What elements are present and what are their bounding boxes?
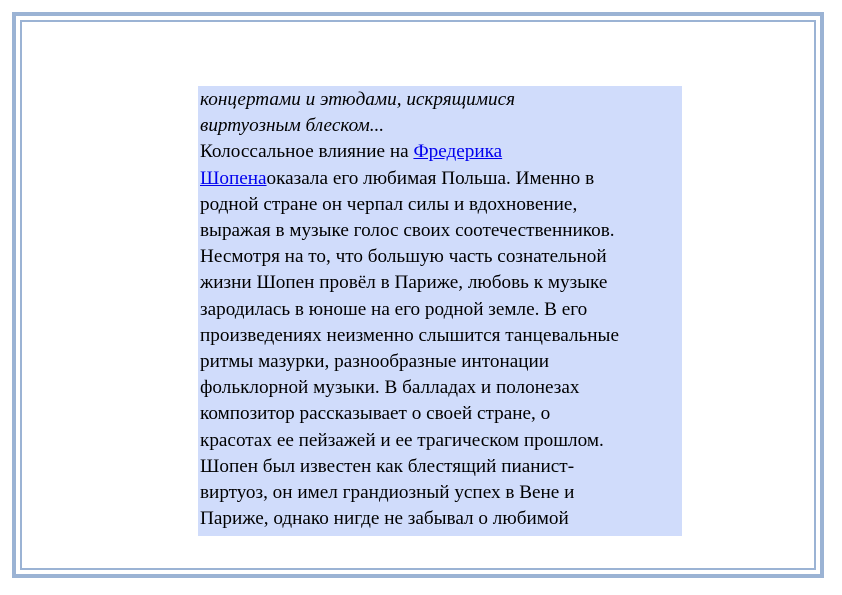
paragraph-line-3: родной стране он черпал силы и вдохновение, <box>200 193 578 215</box>
paragraph-line-11: композитор рассказывает о своей стране, о <box>200 403 551 425</box>
paragraph-line-12: красотах ее пейзажей и ее трагическом прошлом. <box>200 429 604 451</box>
paragraph-line-5: Несмотря на то, что большую часть сознательной <box>200 246 607 268</box>
paragraph-lead: Колоссальное влияние на <box>200 141 414 163</box>
paragraph-line-15: Париже, однако нигде не забывал о любимой <box>200 508 569 530</box>
paragraph-line-1 <box>200 139 678 165</box>
paragraph-after-link: оказала его любимая Польша. Именно в <box>266 167 595 189</box>
intro-line-1: концертами и этюдами, искрящимися <box>200 89 516 110</box>
text-box <box>198 86 682 536</box>
paragraph-line-8: произведениях неизменно слышится танцевальные <box>200 324 619 346</box>
paragraph-line-4: выражая в музыке голос своих соотечественников. <box>200 220 615 242</box>
chopin-link-part-2[interactable]: Шопена <box>200 167 267 189</box>
paragraph-line-2 <box>200 166 678 192</box>
paragraph-line-9: ритмы мазурки, разнообразные интонации <box>200 351 550 373</box>
paragraph-line-14: виртуоз, он имел грандиозный успех в Вене и <box>200 482 575 504</box>
paragraph-line-7: зародилась в юноше на его родной земле. В его <box>200 298 588 320</box>
intro-line-2: виртуозным блеском... <box>200 115 385 137</box>
paragraph-line-6: жизни Шопен провёл в Париже, любовь к музыке <box>200 272 608 294</box>
paragraph-line-13: Шопен был известен как блестящий пианист- <box>200 455 575 477</box>
paragraph-line-10: фольклорной музыки. В балладах и полонезах <box>200 377 580 399</box>
chopin-link-part-1[interactable]: Фредерика <box>413 141 503 163</box>
